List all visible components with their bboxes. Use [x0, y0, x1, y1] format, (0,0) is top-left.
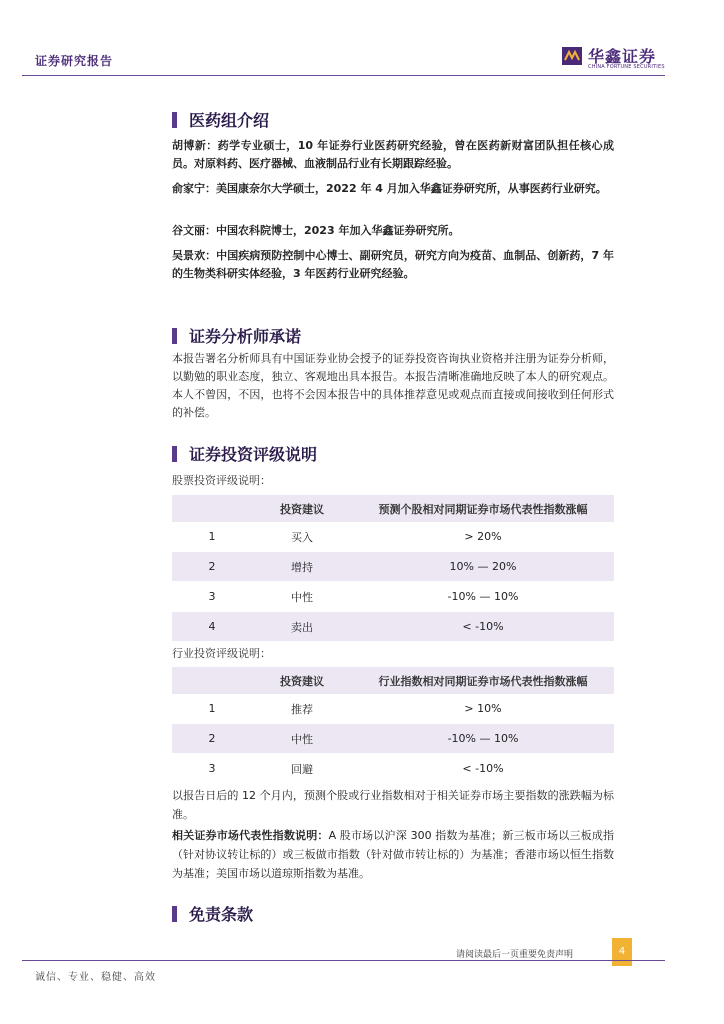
- member-bio: 药学专业硕士，10 年证券行业医药研究经验，曾在医药新财富团队担任核心成员。对原料药、医疗器械、血液制品行业有长期跟踪经验。: [172, 139, 614, 170]
- member-name: 胡博新：: [172, 139, 218, 152]
- table-row: 1 推荐 > 10%: [172, 694, 614, 724]
- header-cell: [172, 667, 252, 694]
- header-cell: 投资建议: [252, 667, 352, 694]
- industry-rating-table: [172, 667, 614, 784]
- team-member-2: [172, 180, 614, 198]
- team-member-3: [172, 222, 614, 240]
- header-cell: 投资建议: [252, 495, 352, 522]
- logo-english-name: CHINA FORTUNE SECURITIES: [588, 64, 665, 70]
- report-type-label: 证券研究报告: [35, 54, 114, 68]
- table-row: 3 中性 -10% — 10%: [172, 582, 614, 612]
- member-name: 谷文丽：: [172, 224, 216, 237]
- table-row: 1 买入 > 20%: [172, 522, 614, 552]
- header-cell: 预测个股相对同期证券市场代表性指数涨幅: [352, 495, 614, 522]
- logo-mark-icon: [562, 47, 582, 65]
- section-title-commitment: 证券分析师承诺: [172, 324, 301, 347]
- company-motto: 诚信、专业、稳健、高效: [35, 972, 156, 983]
- table-row: 2 增持 10% — 20%: [172, 552, 614, 582]
- section-title-disclaimer: 免责条款: [172, 902, 253, 925]
- member-name: 俞家宁：: [172, 182, 216, 195]
- section-bar-icon: [172, 328, 177, 344]
- member-bio: 中国农科院博士，2023 年加入华鑫证券研究所。: [216, 224, 460, 237]
- logo-chinese-name: 华鑫证券: [588, 47, 657, 66]
- member-bio: 美国康奈尔大学硕士，2022 年 4 月加入华鑫证券研究所，从事医药行业研究。: [216, 182, 607, 195]
- section-bar-icon: [172, 446, 177, 462]
- table-row: 4 卖出 < -10%: [172, 612, 614, 642]
- footer-divider: [22, 960, 665, 961]
- header-cell: [172, 495, 252, 522]
- header-divider: [22, 75, 665, 76]
- index-explanation-note: [172, 826, 614, 883]
- table-header-row: [172, 495, 614, 522]
- table-header-row: [172, 667, 614, 694]
- rating-standard-note: 以报告日后的 12 个月内，预测个股或行业指数相对于相关证券市场主要指数的涨跌幅为标准。: [172, 789, 614, 821]
- disclaimer-reminder: 请阅读最后一页重要免责声明: [456, 950, 574, 960]
- table-row: 3 回避 < -10%: [172, 754, 614, 784]
- section-title-team: 医药组介绍: [172, 108, 269, 131]
- team-member-1: [172, 137, 614, 173]
- company-logo: [562, 44, 665, 72]
- section-bar-icon: [172, 112, 177, 128]
- table-row: 2 中性 -10% — 10%: [172, 724, 614, 754]
- header-cell: 行业指数相对同期证券市场代表性指数涨幅: [352, 667, 614, 694]
- member-name: 吴景欢：: [172, 249, 217, 262]
- stock-rating-table: [172, 495, 614, 642]
- index-explanation-heading: 相关证券市场代表性指数说明：: [172, 829, 329, 842]
- page-number-badge: 4: [612, 938, 632, 966]
- stock-rating-label: 股票投资评级说明：: [172, 474, 271, 487]
- index-explanation-text: A 股市场以沪深 300 指数为基准；新三板市场以三板成指（针对协议转让标的）或三板做市指数（针对做市转让标的）为基准；香港市场以恒生指数为基准；美国市场以道琼斯指数为基准。: [172, 829, 614, 880]
- section-title-rating: 证券投资评级说明: [172, 442, 317, 465]
- commitment-text: 本报告署名分析师具有中国证券业协会授予的证券投资咨询执业资格并注册为证券分析师，以勤勉的职业态度，独立、客观地出具本报告。本报告清晰准确地反映了本人的研究观点。本人不曾因，不因，也将不会因本报告中的具体推荐意见或观点而直接或间接收到任何形式的补偿。: [172, 352, 614, 419]
- industry-rating-label: 行业投资评级说明：: [172, 647, 271, 660]
- member-bio: 中国疾病预防控制中心博士、副研究员，研究方向为疫苗、血制品、创新药，7 年的生物类科研实体经验，3 年医药行业研究经验。: [172, 249, 614, 280]
- section-bar-icon: [172, 906, 177, 922]
- team-member-4: [172, 247, 614, 283]
